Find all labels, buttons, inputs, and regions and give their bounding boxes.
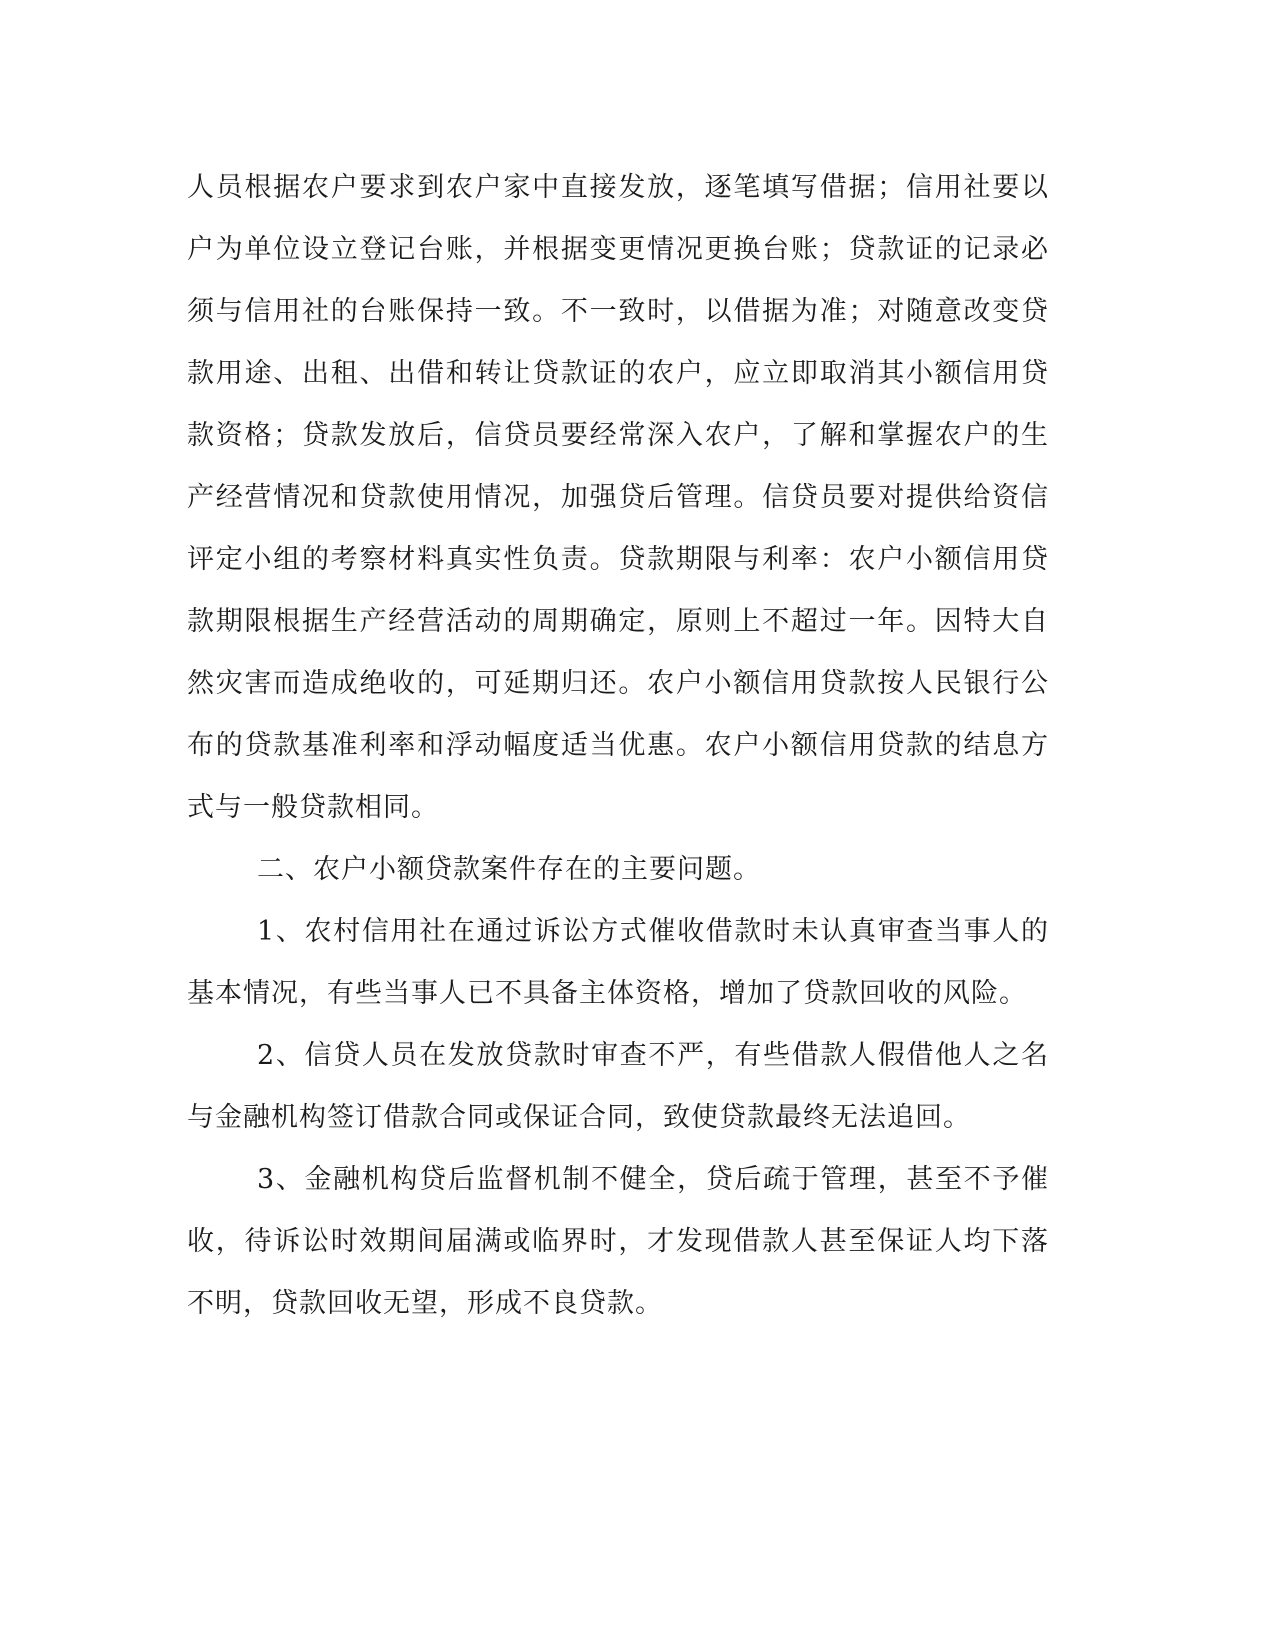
text-line: 款期限根据生产经营活动的周期确定，原则上不超过一年。因特大自 (187, 606, 1049, 637)
text-line: 款资格；贷款发放后，信贷员要经常深入农户，了解和掌握农户的生 (187, 420, 1049, 451)
text-line: 不明，贷款回收无望，形成不良贷款。 (187, 1288, 663, 1319)
text-line: 基本情况，有些当事人已不具备主体资格，增加了贷款回收的风险。 (187, 978, 1027, 1009)
text-line: 与金融机构签订借款合同或保证合同，致使贷款最终无法追回。 (187, 1102, 971, 1133)
text-line: 然灾害而造成绝收的，可延期归还。农户小额信用贷款按人民银行公 (187, 668, 1049, 699)
text-line: 须与信用社的台账保持一致。不一致时，以借据为准；对随意改变贷 (187, 296, 1049, 327)
text-line: 产经营情况和贷款使用情况，加强贷后管理。信贷员要对提供给资信 (187, 482, 1049, 513)
text-line: 式与一般贷款相同。 (187, 792, 439, 823)
text-line: 布的贷款基准利率和浮动幅度适当优惠。农户小额信用贷款的结息方 (187, 730, 1049, 761)
text-line: 1、农村信用社在通过诉讼方式催收借款时未认真审查当事人的 (257, 916, 1049, 947)
text-line: 收，待诉讼时效期间届满或临界时，才发现借款人甚至保证人均下落 (187, 1226, 1049, 1257)
text-line: 户为单位设立登记台账，并根据变更情况更换台账；贷款证的记录必 (187, 234, 1049, 265)
text-line: 评定小组的考察材料真实性负责。贷款期限与利率：农户小额信用贷 (187, 544, 1049, 575)
text-line: 人员根据农户要求到农户家中直接发放，逐笔填写借据；信用社要以 (187, 172, 1049, 203)
body-text (187, 157, 1049, 1335)
text-line: 3、金融机构贷后监督机制不健全，贷后疏于管理，甚至不予催 (257, 1164, 1049, 1195)
text-line: 款用途、出租、出借和转让贷款证的农户，应立即取消其小额信用贷 (187, 358, 1049, 389)
section-heading: 二、农户小额贷款案件存在的主要问题。 (257, 854, 761, 885)
text-line: 2、信贷人员在发放贷款时审查不严，有些借款人假借他人之名 (257, 1040, 1049, 1071)
